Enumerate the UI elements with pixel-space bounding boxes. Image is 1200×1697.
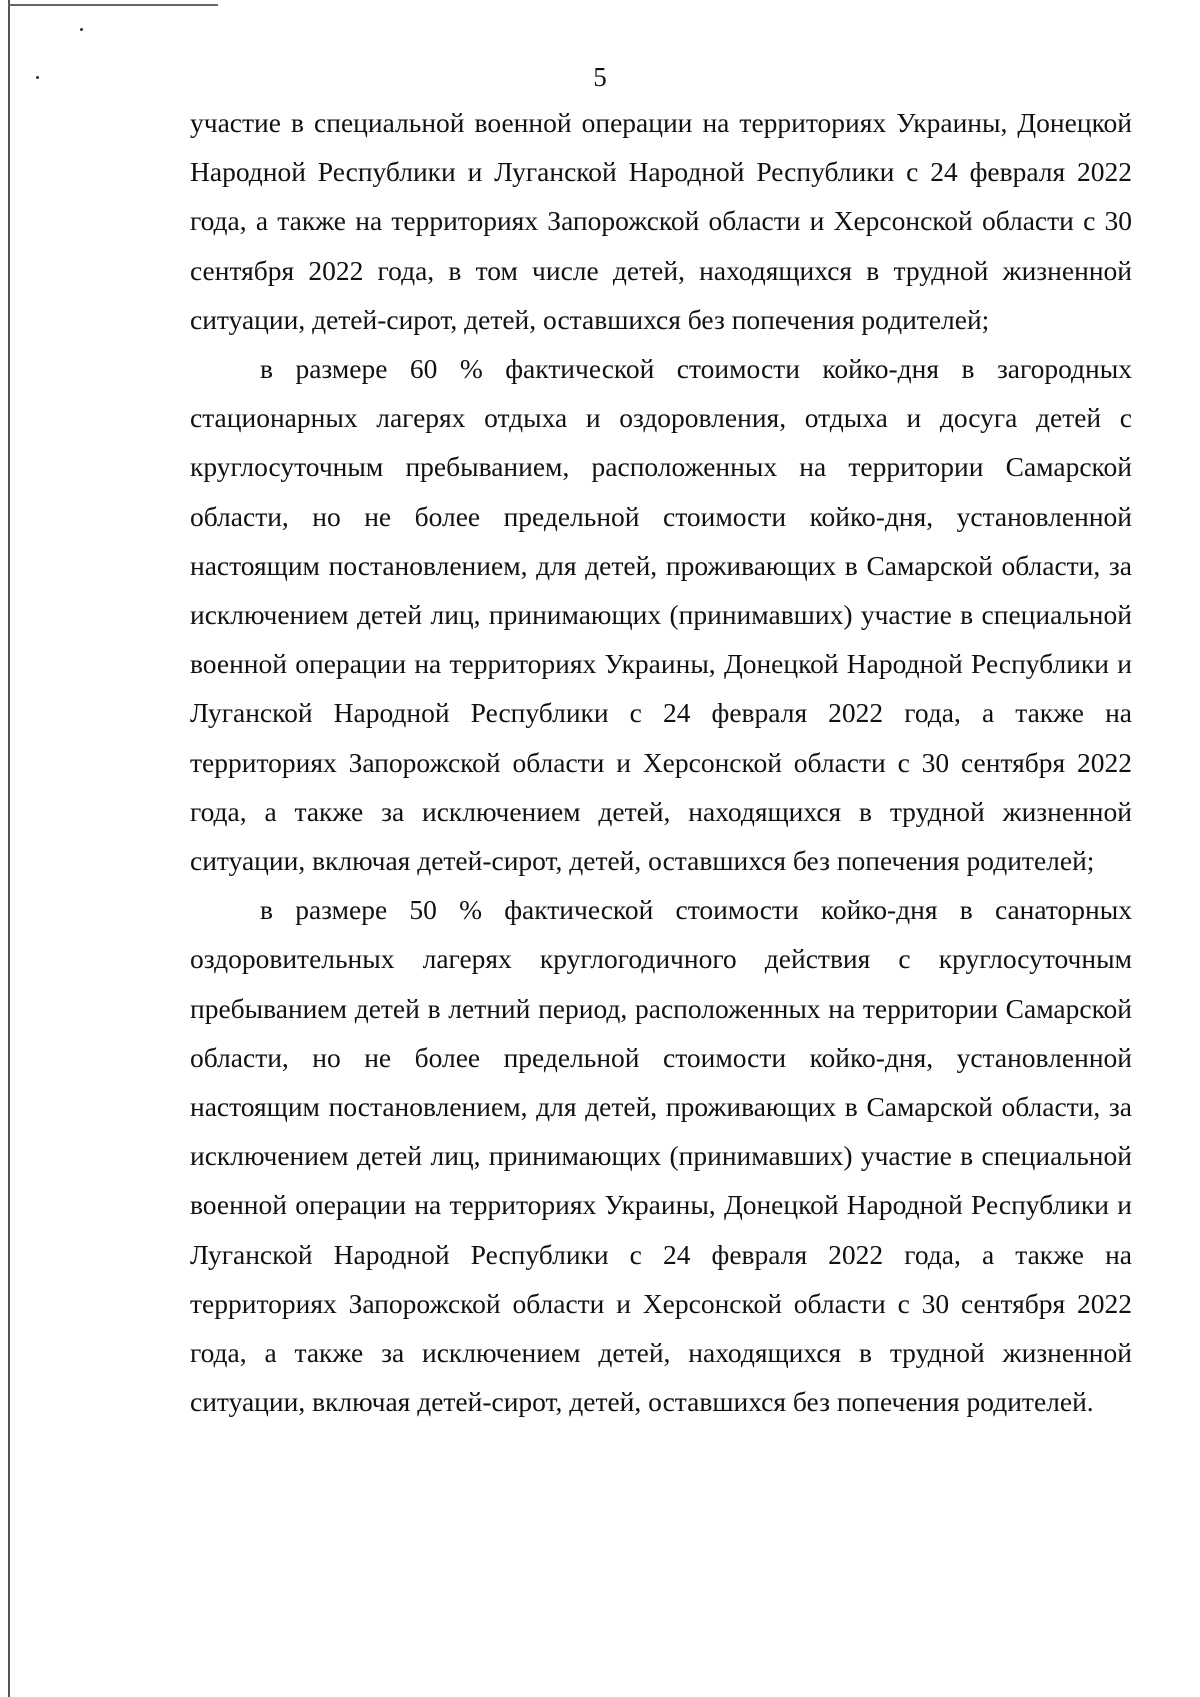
paragraph-60-percent: в размере 60 % фактической стоимости койко-дня в загородных стационарных лагерях отдыха и оздоровления, отдыха и досуга детей с круглосуточным пребыванием, расположенных на территории Самарской области, но не более предельной стоимости койко-дня, установленной настоящим постановлением, для детей, проживающих в Самарской области, за исключением детей лиц, принимающих (принимавших) участие в специальной военной операции на территориях Украины, Донецкой Народной Республики и Луганской Народной Республики с 24 февраля 2022 года, а также на территориях Запорожской области и Херсонской области с 30 сентября 2022 года, а также за исключением детей, находящихся в трудной жизненной ситуации, включая детей-сирот, детей, оставшихся без попечения родителей; [190, 353, 1132, 877]
scan-edge-top [8, 4, 218, 6]
scan-speck [80, 28, 83, 31]
paragraph-continuation: участие в специальной военной операции на территориях Украины, Донецкой Народной Республики и Луганской Народной Республики с 24 февраля 2022 года, а также на территориях Запорожской области и Херсонской области с 30 сентября 2022 года, в том числе детей, находящихся в трудной жизненной ситуации, детей-сирот, детей, оставшихся без попечения родителей; [190, 107, 1132, 335]
scan-edge-left [8, 0, 10, 1697]
page-number: 5 [593, 62, 607, 92]
document-body [190, 98, 1132, 1426]
paragraph-50-percent: в размере 50 % фактической стоимости койко-дня в санаторных оздоровительных лагерях круглогодичного действия с круглосуточным пребыванием детей в летний период, расположенных на территории Самарской области, но не более предельной стоимости койко-дня, установленной настоящим постановлением, для детей, проживающих в Самарской области, за исключением детей лиц, принимающих (принимавших) участие в специальной военной операции на территориях Украины, Донецкой Народной Республики и Луганской Народной Республики с 24 февраля 2022 года, а также на территориях Запорожской области и Херсонской области с 30 сентября 2022 года, а также за исключением детей, находящихся в трудной жизненной ситуации, включая детей-сирот, детей, оставшихся без попечения родителей. [190, 894, 1132, 1418]
